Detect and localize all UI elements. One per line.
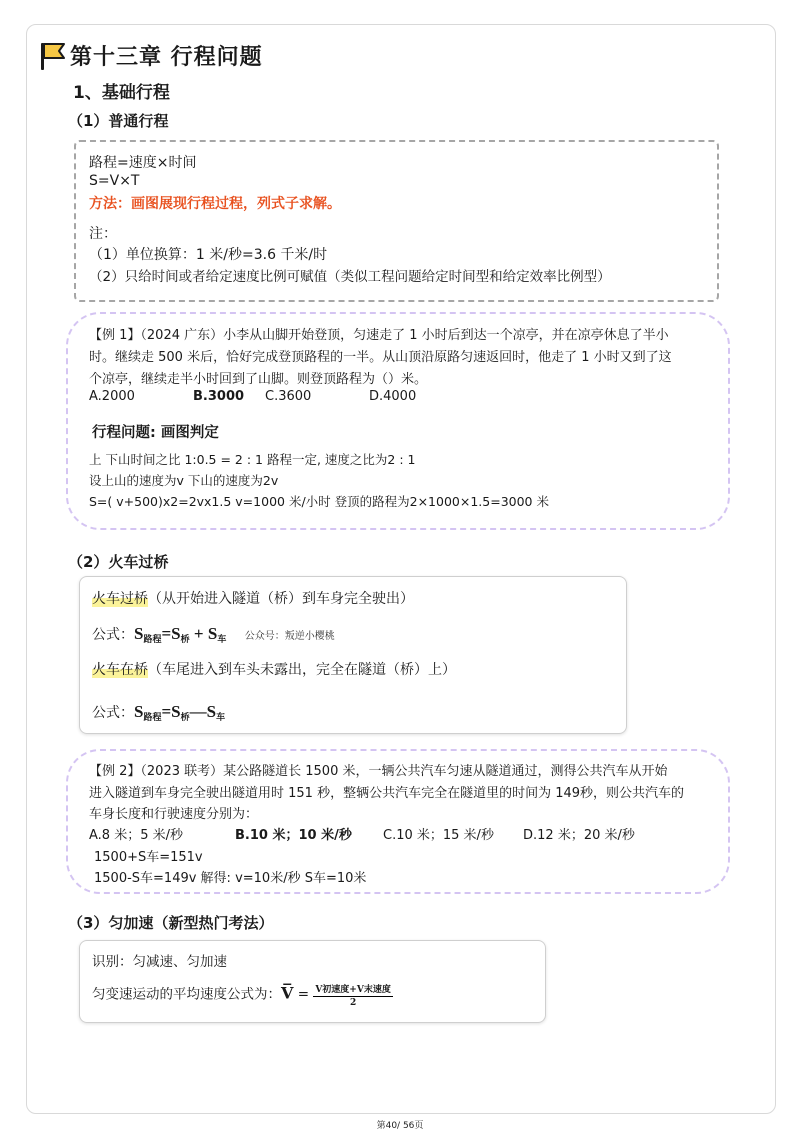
- formula2-sub-bridge: 桥: [180, 713, 190, 723]
- formula2-eq: =S: [161, 702, 181, 721]
- ex2-option-d: D.12 米；20 米/秒: [523, 828, 635, 843]
- formula1-label: 公式：: [92, 627, 134, 643]
- example1-q1: 【例 1】（2024 广东）小李从山脚开始登顶，匀速走了 1 小时后到达一个凉亭，并在凉亭休息了半小: [89, 328, 669, 343]
- option-c: C.3600: [265, 389, 312, 404]
- ex2-option-c: C.10 米；15 米/秒: [383, 828, 494, 843]
- flag-icon: [38, 40, 68, 72]
- accel-fraction: [313, 982, 393, 1008]
- note-2: （2）只给时间或者给定速度比例可赋值（类似工程问题给定时间型和给定效率比例型）: [89, 269, 611, 285]
- ex2-option-b: B.10 米；10 米/秒: [235, 828, 352, 843]
- example2-q3: 车身长度和行驶速度分别为：: [89, 807, 259, 822]
- note-title: 注：: [89, 226, 117, 242]
- accel-eq: =: [293, 986, 314, 1003]
- example2-q1: 【例 2】（2023 联考）某公路隧道长 1500 米，一辆公共汽车匀速从隧道通过，测得公共汽车从开始: [89, 764, 668, 779]
- chapter-title: 第十三章 行程问题: [70, 45, 263, 70]
- solution1-line1: 上 下山时间之比 1:0.5 = 2 : 1 路程一定, 速度之比为2 : 1: [89, 452, 416, 467]
- train-term1: 火车过桥: [92, 591, 148, 607]
- subheading-accel: （3）匀加速（新型热门考法）: [68, 914, 274, 932]
- example1-options: [89, 389, 416, 404]
- train-def2-desc: （车尾进入到车头未露出，完全在隧道（桥）上）: [148, 662, 456, 678]
- formula1-plus: + S: [189, 624, 218, 643]
- example1-q3: 个凉亭，继续走半小时回到了山脚。则登顶路程为（）米。: [89, 372, 428, 387]
- formula1-eq: =S: [161, 624, 181, 643]
- option-d: D.4000: [369, 389, 417, 404]
- method-text: 方法：画图展现行程过程，列式子求解。: [89, 196, 341, 212]
- subheading-train: （2）火车过桥: [68, 553, 169, 571]
- solution1-title: 行程问题: 画图判定: [92, 425, 219, 441]
- formula2-minus: —S: [189, 702, 217, 721]
- solution1-line2: 设上山的速度为v 下山的速度为2v: [89, 473, 279, 488]
- accel-formula-label: 匀变速运动的平均速度公式为：: [92, 986, 281, 1003]
- accel-numerator: V初速度+V末速度: [313, 982, 393, 997]
- formula-line2: S=V×T: [89, 173, 140, 189]
- train-formula2: [92, 702, 225, 723]
- train-def1-desc: （从开始进入隧道（桥）到车身完全驶出）: [148, 591, 414, 607]
- solution1-line3: S=( v+500)x2=2vx1.5 v=1000 米/小时 登顶的路程为2×1000×1.5=3000 米: [89, 494, 549, 509]
- accel-line2: [92, 982, 393, 1008]
- formula1-sub-train: 车: [217, 635, 227, 645]
- formula1-sub-distance: 路程: [143, 635, 162, 645]
- example2-q2: 进入隧道到车身完全驶出隧道用时 151 秒，整辆公共汽车完全在隧道里的时间为 149秒，则公共汽车的: [89, 786, 685, 801]
- note-1: （1）单位换算：1 米/秒=3.6 千米/时: [89, 247, 328, 263]
- accel-vbar: V̅: [281, 983, 294, 1003]
- option-b: B.3000: [193, 389, 245, 404]
- accel-denominator: 2: [349, 998, 357, 1008]
- accel-line1: 识别：匀减速、匀加速: [92, 954, 227, 970]
- example1-q2: 时。继续走 500 米后，恰好完成登顶路程的一半。从山顶沿原路匀速返回时，他走了 1 小时又到了这: [89, 350, 672, 365]
- ex2-option-a: A.8 米；5 米/秒: [89, 828, 183, 843]
- subheading-normal: （1）普通行程: [68, 112, 169, 130]
- formula1-sub-bridge: 桥: [180, 635, 190, 645]
- example2-options: [89, 824, 635, 843]
- section-heading-basic: 1、基础行程: [73, 83, 170, 103]
- train-term2: 火车在桥: [92, 662, 148, 678]
- solution2-line1: 1500+S车=151v: [94, 850, 203, 865]
- page-number: 第40/ 56页: [376, 1121, 424, 1131]
- train-formula1: [92, 624, 335, 645]
- formula2-sub-distance: 路程: [143, 713, 162, 723]
- option-a: A.2000: [89, 389, 135, 404]
- formula2-label: 公式：: [92, 705, 134, 721]
- train-def1: [92, 588, 414, 608]
- formula2-s: S: [134, 702, 144, 721]
- watermark-text: 公众号：叛逆小樱桃: [244, 631, 335, 642]
- formula1-s: S: [134, 624, 144, 643]
- formula-line1: 路程=速度×时间: [89, 155, 197, 171]
- formula2-sub-train: 车: [216, 713, 226, 723]
- train-def2: [92, 659, 456, 679]
- solution2-line2: 1500-S车=149v 解得: v=10米/秒 S车=10米: [94, 871, 367, 886]
